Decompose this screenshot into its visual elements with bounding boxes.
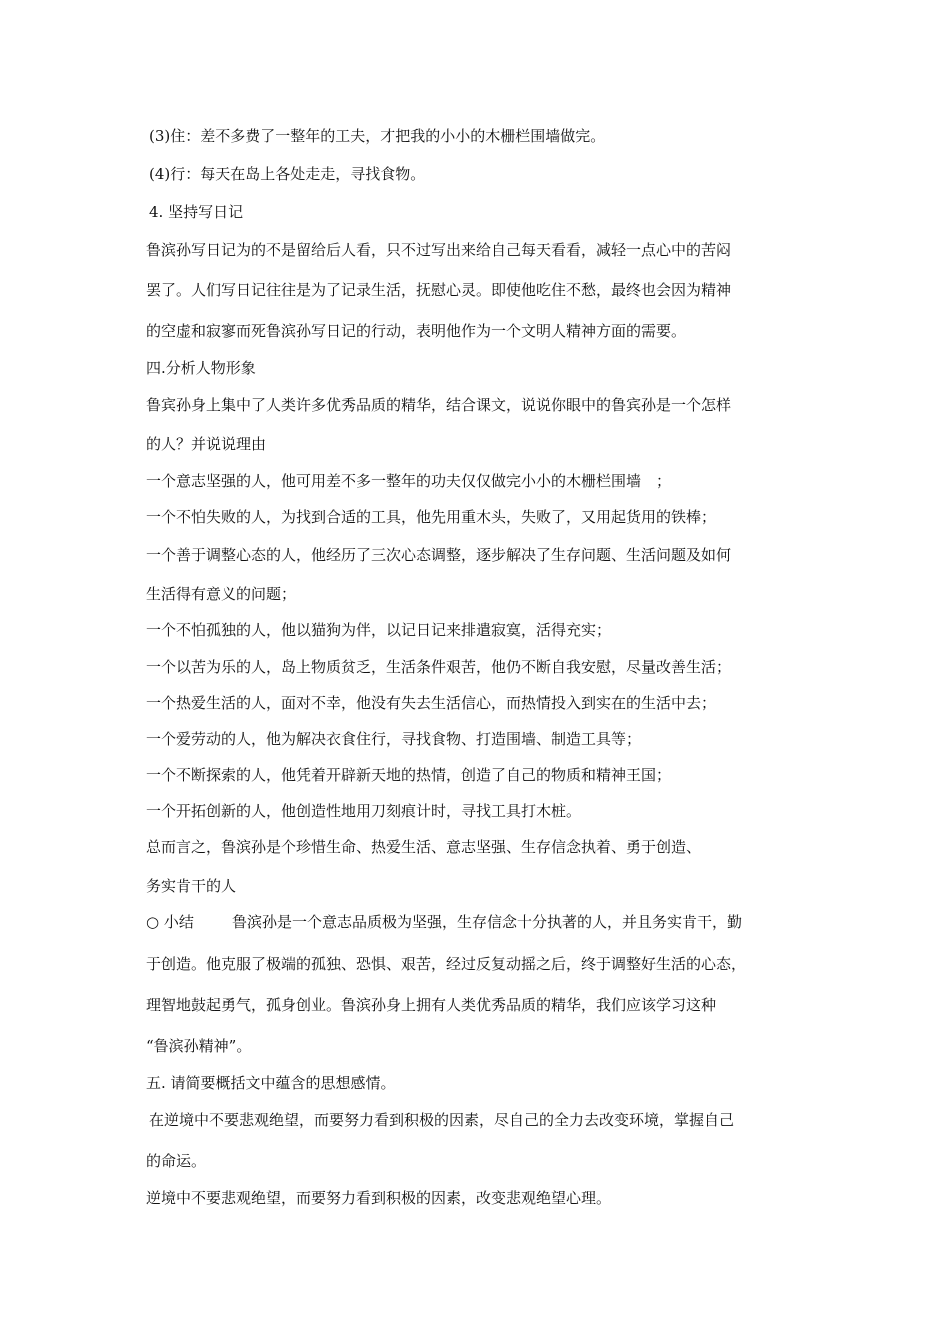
paragraph-line: 一个不断探索的人，他凭着开辟新天地的热情，创造了自己的物质和精神王国；: [146, 766, 672, 784]
paragraph-line: 务实肯干的人: [146, 877, 237, 895]
paragraph-line: 鲁宾孙身上集中了人类许多优秀品质的精华，结合课文，说说你眼中的鲁宾孙是一个怎样: [146, 396, 732, 414]
section-heading: 四.分析人物形象: [146, 359, 256, 377]
section-heading: 4. 坚持写日记: [149, 203, 244, 221]
paragraph-line: 一个不怕孤独的人，他以猫狗为伴，以记日记来排遣寂寞，活得充实；: [146, 621, 612, 639]
paragraph-line: 一个爱劳动的人，他为解决衣食住行，寻找食物、打造围墙、制造工具等；: [146, 730, 642, 748]
paragraph-line: 罢了。人们写日记往往是为了记录生活，抚慰心灵。即使他吃住不愁，最终也会因为精神: [146, 281, 732, 299]
paragraph-line: 在逆境中不要悲观绝望，而要努力看到积极的因素，尽自己的全力去改变环境，掌握自己: [149, 1111, 735, 1129]
summary-text: 鲁滨孙是一个意志品质极为坚强，生存信念十分执著的人，并且务实肯干，勤: [232, 913, 743, 931]
paragraph-line: 一个开拓创新的人，他创造性地用刀刻痕计时，寻找工具打木桩。: [146, 802, 582, 820]
paragraph-line: 逆境中不要悲观绝望，而要努力看到积极的因素，改变悲观绝望心理。: [146, 1189, 612, 1207]
section-heading: 五. 请简要概括文中蕴含的思想感情。: [146, 1074, 396, 1092]
paragraph-line: 一个善于调整心态的人，他经历了三次心态调整，逐步解决了生存问题、生活问题及如何: [146, 546, 732, 564]
paragraph-line: 的空虚和寂寥而死鲁滨孙写日记的行动，表明他作为一个文明人精神方面的需要。: [146, 322, 687, 340]
paragraph-line: (3)住：差不多费了一整年的工夫，才把我的小小的木栅栏围墙做完。: [149, 127, 606, 145]
paragraph-line: 一个以苦为乐的人，岛上物质贫乏，生活条件艰苦，他仍不断自我安慰，尽量改善生活；: [146, 658, 732, 676]
summary-line: 理智地鼓起勇气，孤身创业。鲁滨孙身上拥有人类优秀品质的精华，我们应该学习这种: [146, 996, 717, 1014]
paragraph-line: 一个意志坚强的人，他可用差不多一整年的功夫仅仅做完小小的木栅栏围墙 ；: [146, 472, 672, 490]
summary-line: 于创造。他克服了极端的孤独、恐惧、艰苦，经过反复动摇之后，终于调整好生活的心态，: [146, 955, 747, 973]
paragraph-line: 一个热爱生活的人，面对不幸，他没有失去生活信心，而热情投入到实在的生活中去；: [146, 694, 717, 712]
paragraph-line: 鲁滨孙写日记为的不是留给后人看，只不过写出来给自己每天看看，减轻一点心中的苦闷: [146, 241, 732, 259]
paragraph-line: 生活得有意义的问题；: [146, 585, 297, 603]
summary-label: ○ 小结: [146, 913, 194, 931]
paragraph-line: 的命运。: [146, 1152, 207, 1170]
summary-line: “鲁滨孙精神”。: [146, 1037, 252, 1055]
paragraph-line: (4)行：每天在岛上各处走走，寻找食物。: [149, 165, 426, 183]
paragraph-line: 的人？并说说理由: [146, 435, 267, 453]
paragraph-line: 总而言之，鲁滨孙是个珍惜生命、热爱生活、意志坚强、生存信念执着、勇于创造、: [146, 838, 702, 856]
paragraph-line: 一个不怕失败的人，为找到合适的工具，他先用重木头，失败了，又用起货用的铁棒；: [146, 508, 717, 526]
